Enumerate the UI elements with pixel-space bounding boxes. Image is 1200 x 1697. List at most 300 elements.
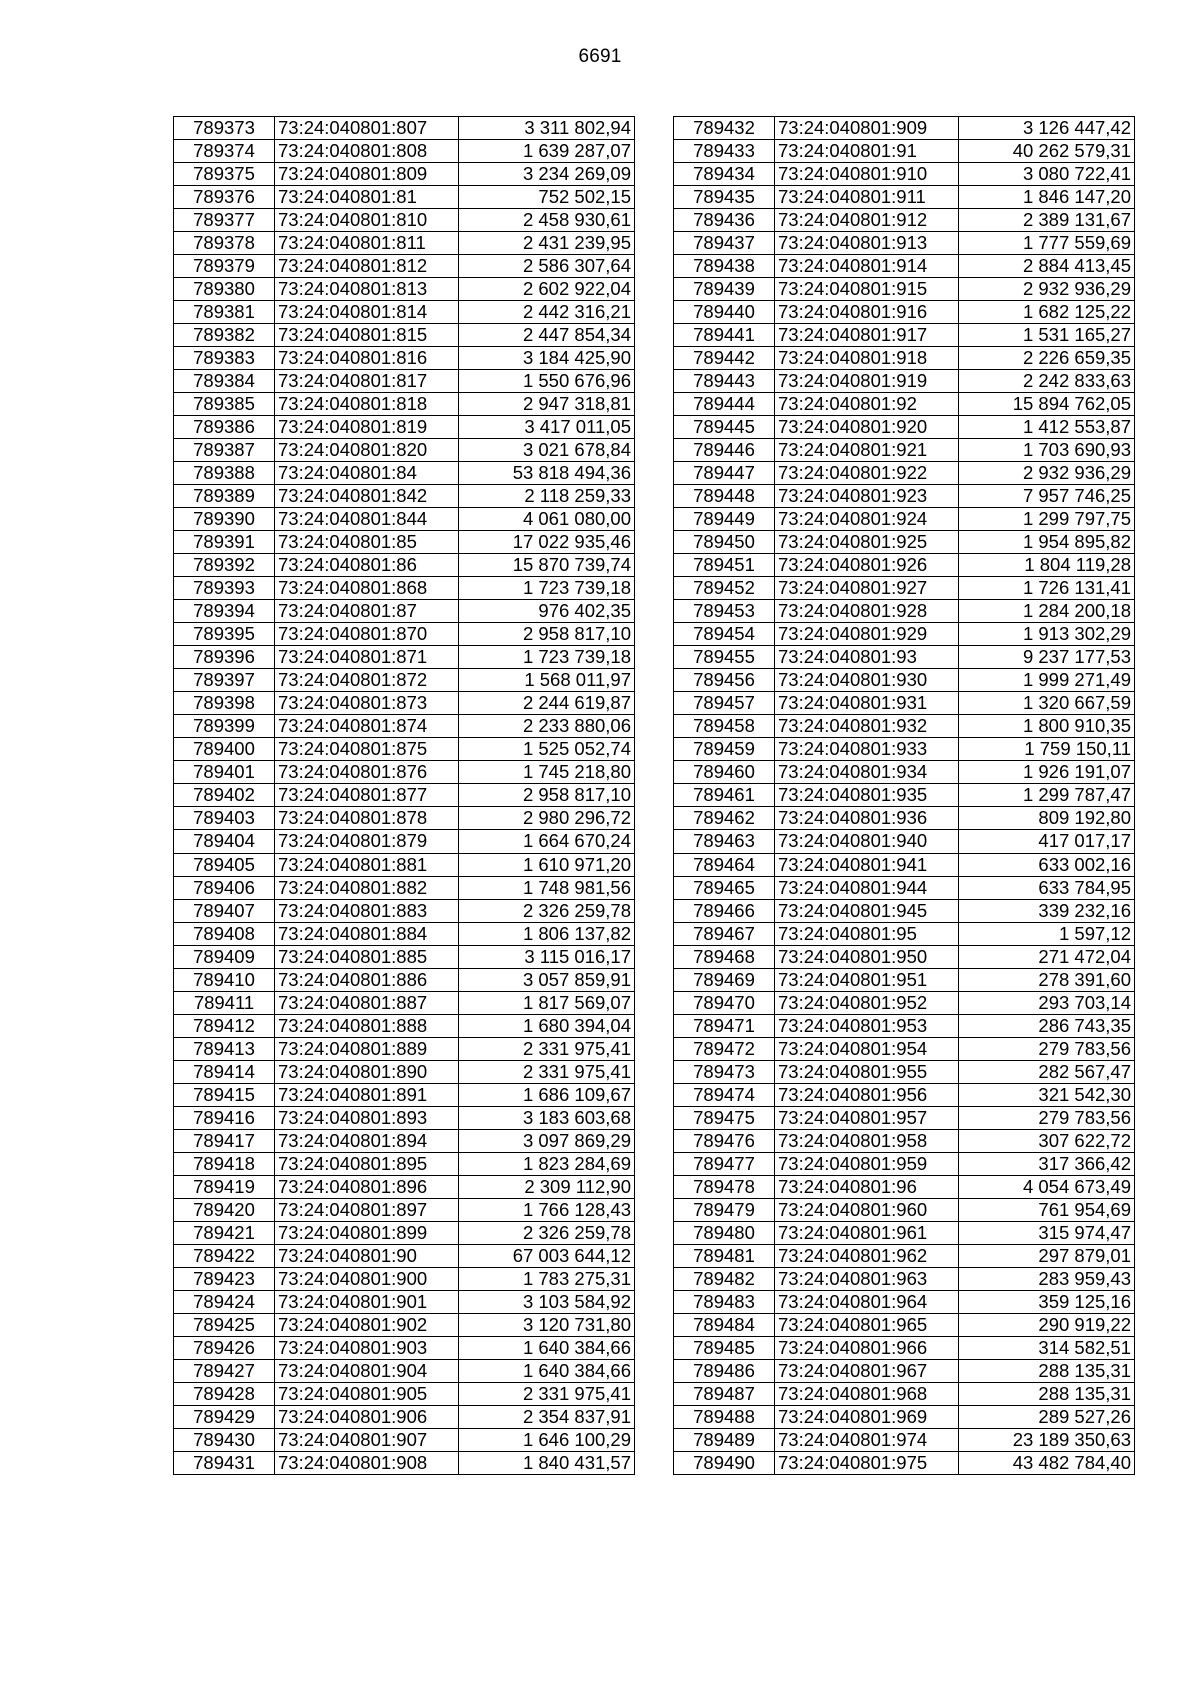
cadastral-number-cell: 73:24:040801:952	[775, 991, 959, 1014]
row-number-cell: 789442	[674, 347, 775, 370]
cadastral-number-cell: 73:24:040801:935	[775, 784, 959, 807]
value-cell: 3 417 011,05	[459, 416, 635, 439]
cadastral-number-cell: 73:24:040801:961	[775, 1221, 959, 1244]
cadastral-number-cell: 73:24:040801:945	[775, 899, 959, 922]
cadastral-number-cell: 73:24:040801:959	[775, 1152, 959, 1175]
cadastral-number-cell: 73:24:040801:889	[275, 1037, 459, 1060]
table-row	[674, 1129, 1135, 1152]
table-row	[674, 761, 1135, 784]
row-number-cell: 789448	[674, 485, 775, 508]
value-cell: 2 309 112,90	[459, 1175, 635, 1198]
cadastral-number-cell: 73:24:040801:944	[775, 876, 959, 899]
value-cell: 2 447 854,34	[459, 324, 635, 347]
cadastral-number-cell: 73:24:040801:875	[275, 738, 459, 761]
value-cell: 1 646 100,29	[459, 1428, 635, 1451]
row-number-cell: 789439	[674, 278, 775, 301]
value-cell: 633 002,16	[959, 853, 1135, 876]
value-cell: 2 980 296,72	[459, 807, 635, 830]
table-row	[174, 1175, 635, 1198]
row-number-cell: 789387	[174, 439, 275, 462]
value-cell: 9 237 177,53	[959, 646, 1135, 669]
table-row	[174, 416, 635, 439]
row-number-cell: 789474	[674, 1083, 775, 1106]
table-row	[174, 1037, 635, 1060]
row-number-cell: 789391	[174, 531, 275, 554]
value-cell: 1 726 131,41	[959, 577, 1135, 600]
cadastral-number-cell: 73:24:040801:917	[775, 324, 959, 347]
row-number-cell: 789488	[674, 1405, 775, 1428]
row-number-cell: 789470	[674, 991, 775, 1014]
row-number-cell: 789393	[174, 577, 275, 600]
row-number-cell: 789392	[174, 554, 275, 577]
table-row	[174, 945, 635, 968]
table-row	[674, 922, 1135, 945]
value-cell: 3 126 447,42	[959, 117, 1135, 140]
cadastral-number-cell: 73:24:040801:975	[775, 1451, 959, 1474]
row-number-cell: 789403	[174, 807, 275, 830]
value-cell: 761 954,69	[959, 1198, 1135, 1221]
cadastral-number-cell: 73:24:040801:897	[275, 1198, 459, 1221]
table-row	[174, 738, 635, 761]
row-number-cell: 789482	[674, 1267, 775, 1290]
value-cell: 2 958 817,10	[459, 784, 635, 807]
table-row	[674, 1267, 1135, 1290]
row-number-cell: 789384	[174, 370, 275, 393]
table-row	[674, 1037, 1135, 1060]
cadastral-number-cell: 73:24:040801:84	[275, 462, 459, 485]
value-cell: 1 597,12	[959, 922, 1135, 945]
table-row	[174, 899, 635, 922]
value-cell: 321 542,30	[959, 1083, 1135, 1106]
value-cell: 1 954 895,82	[959, 531, 1135, 554]
table-row	[174, 922, 635, 945]
table-row	[674, 186, 1135, 209]
row-number-cell: 789381	[174, 301, 275, 324]
cadastral-number-cell: 73:24:040801:92	[775, 393, 959, 416]
value-cell: 3 120 731,80	[459, 1313, 635, 1336]
value-cell: 1 999 271,49	[959, 669, 1135, 692]
row-number-cell: 789402	[174, 784, 275, 807]
cadastral-number-cell: 73:24:040801:933	[775, 738, 959, 761]
value-cell: 314 582,51	[959, 1336, 1135, 1359]
row-number-cell: 789467	[674, 922, 775, 945]
cadastral-number-cell: 73:24:040801:86	[275, 554, 459, 577]
value-cell: 23 189 350,63	[959, 1428, 1135, 1451]
value-cell: 1 800 910,35	[959, 715, 1135, 738]
cadastral-number-cell: 73:24:040801:921	[775, 439, 959, 462]
table-row	[174, 117, 635, 140]
row-number-cell: 789373	[174, 117, 275, 140]
row-number-cell: 789422	[174, 1244, 275, 1267]
row-number-cell: 789397	[174, 669, 275, 692]
value-cell: 40 262 579,31	[959, 140, 1135, 163]
cadastral-number-cell: 73:24:040801:812	[275, 255, 459, 278]
table-row	[674, 968, 1135, 991]
row-number-cell: 789452	[674, 577, 775, 600]
row-number-cell: 789414	[174, 1060, 275, 1083]
table-row	[174, 370, 635, 393]
value-cell: 2 442 316,21	[459, 301, 635, 324]
value-cell: 1 723 739,18	[459, 646, 635, 669]
value-cell: 1 686 109,67	[459, 1083, 635, 1106]
table-row	[674, 1336, 1135, 1359]
row-number-cell: 789426	[174, 1336, 275, 1359]
row-number-cell: 789425	[174, 1313, 275, 1336]
value-cell: 1 806 137,82	[459, 922, 635, 945]
cadastral-number-cell: 73:24:040801:85	[275, 531, 459, 554]
value-cell: 1 817 569,07	[459, 991, 635, 1014]
table-row	[174, 508, 635, 531]
cadastral-number-cell: 73:24:040801:811	[275, 232, 459, 255]
value-cell: 752 502,15	[459, 186, 635, 209]
cadastral-number-cell: 73:24:040801:807	[275, 117, 459, 140]
value-cell: 2 326 259,78	[459, 899, 635, 922]
value-cell: 2 389 131,67	[959, 209, 1135, 232]
table-row	[674, 1083, 1135, 1106]
row-number-cell: 789428	[174, 1382, 275, 1405]
row-number-cell: 789405	[174, 853, 275, 876]
row-number-cell: 789471	[674, 1014, 775, 1037]
value-cell: 1 550 676,96	[459, 370, 635, 393]
value-cell: 1 299 787,47	[959, 784, 1135, 807]
row-number-cell: 789390	[174, 508, 275, 531]
cadastral-number-cell: 73:24:040801:919	[775, 370, 959, 393]
table-row	[674, 462, 1135, 485]
value-cell: 17 022 935,46	[459, 531, 635, 554]
left-table-body	[174, 117, 635, 1475]
value-cell: 1 680 394,04	[459, 1014, 635, 1037]
table-row	[174, 1083, 635, 1106]
cadastral-number-cell: 73:24:040801:915	[775, 278, 959, 301]
value-cell: 2 226 659,35	[959, 347, 1135, 370]
row-number-cell: 789455	[674, 646, 775, 669]
table-row	[174, 1359, 635, 1382]
value-cell: 1 639 287,07	[459, 140, 635, 163]
cadastral-number-cell: 73:24:040801:903	[275, 1336, 459, 1359]
cadastral-number-cell: 73:24:040801:962	[775, 1244, 959, 1267]
row-number-cell: 789444	[674, 393, 775, 416]
row-number-cell: 789404	[174, 830, 275, 853]
table-row	[174, 1198, 635, 1221]
table-row	[174, 1451, 635, 1474]
table-row	[174, 784, 635, 807]
value-cell: 1 777 559,69	[959, 232, 1135, 255]
cadastral-number-cell: 73:24:040801:879	[275, 830, 459, 853]
row-number-cell: 789400	[174, 738, 275, 761]
row-number-cell: 789457	[674, 692, 775, 715]
cadastral-number-cell: 73:24:040801:964	[775, 1290, 959, 1313]
table-row	[674, 1244, 1135, 1267]
row-number-cell: 789380	[174, 278, 275, 301]
value-cell: 2 932 936,29	[959, 462, 1135, 485]
row-number-cell: 789438	[674, 255, 775, 278]
cadastral-number-cell: 73:24:040801:874	[275, 715, 459, 738]
row-number-cell: 789453	[674, 600, 775, 623]
value-cell: 1 745 218,80	[459, 761, 635, 784]
cadastral-number-cell: 73:24:040801:911	[775, 186, 959, 209]
row-number-cell: 789407	[174, 899, 275, 922]
cadastral-number-cell: 73:24:040801:87	[275, 600, 459, 623]
cadastral-number-cell: 73:24:040801:876	[275, 761, 459, 784]
cadastral-number-cell: 73:24:040801:954	[775, 1037, 959, 1060]
row-number-cell: 789466	[674, 899, 775, 922]
table-row	[674, 255, 1135, 278]
cadastral-number-cell: 73:24:040801:887	[275, 991, 459, 1014]
value-cell: 279 783,56	[959, 1037, 1135, 1060]
row-number-cell: 789398	[174, 692, 275, 715]
cadastral-number-cell: 73:24:040801:974	[775, 1428, 959, 1451]
row-number-cell: 789388	[174, 462, 275, 485]
value-cell: 339 232,16	[959, 899, 1135, 922]
cadastral-number-cell: 73:24:040801:884	[275, 922, 459, 945]
row-number-cell: 789480	[674, 1221, 775, 1244]
cadastral-number-cell: 73:24:040801:81	[275, 186, 459, 209]
row-number-cell: 789460	[674, 761, 775, 784]
table-row	[674, 623, 1135, 646]
row-number-cell: 789385	[174, 393, 275, 416]
left-data-table	[173, 116, 635, 1475]
row-number-cell: 789469	[674, 968, 775, 991]
cadastral-number-cell: 73:24:040801:816	[275, 347, 459, 370]
value-cell: 1 703 690,93	[959, 439, 1135, 462]
cadastral-number-cell: 73:24:040801:918	[775, 347, 959, 370]
value-cell: 3 183 603,68	[459, 1106, 635, 1129]
table-row	[674, 232, 1135, 255]
cadastral-number-cell: 73:24:040801:958	[775, 1129, 959, 1152]
row-number-cell: 789416	[174, 1106, 275, 1129]
value-cell: 2 354 837,91	[459, 1405, 635, 1428]
value-cell: 1 926 191,07	[959, 761, 1135, 784]
row-number-cell: 789401	[174, 761, 275, 784]
row-number-cell: 789432	[674, 117, 775, 140]
cadastral-number-cell: 73:24:040801:950	[775, 945, 959, 968]
table-row	[674, 324, 1135, 347]
row-number-cell: 789395	[174, 623, 275, 646]
value-cell: 288 135,31	[959, 1382, 1135, 1405]
row-number-cell: 789430	[174, 1428, 275, 1451]
table-row	[674, 876, 1135, 899]
value-cell: 1 412 553,87	[959, 416, 1135, 439]
row-number-cell: 789481	[674, 1244, 775, 1267]
table-row	[674, 1359, 1135, 1382]
table-row	[674, 1014, 1135, 1037]
cadastral-number-cell: 73:24:040801:815	[275, 324, 459, 347]
value-cell: 2 331 975,41	[459, 1060, 635, 1083]
table-row	[674, 784, 1135, 807]
row-number-cell: 789406	[174, 876, 275, 899]
cadastral-number-cell: 73:24:040801:910	[775, 163, 959, 186]
table-row	[174, 876, 635, 899]
table-row	[674, 1152, 1135, 1175]
row-number-cell: 789447	[674, 462, 775, 485]
table-row	[174, 807, 635, 830]
cadastral-number-cell: 73:24:040801:809	[275, 163, 459, 186]
table-row	[674, 301, 1135, 324]
table-row	[674, 1106, 1135, 1129]
row-number-cell: 789484	[674, 1313, 775, 1336]
table-row	[674, 669, 1135, 692]
table-row	[174, 1382, 635, 1405]
table-row	[174, 577, 635, 600]
value-cell: 2 431 239,95	[459, 232, 635, 255]
cadastral-number-cell: 73:24:040801:901	[275, 1290, 459, 1313]
value-cell: 1 284 200,18	[959, 600, 1135, 623]
table-row	[674, 1428, 1135, 1451]
cadastral-number-cell: 73:24:040801:893	[275, 1106, 459, 1129]
value-cell: 315 974,47	[959, 1221, 1135, 1244]
cadastral-number-cell: 73:24:040801:957	[775, 1106, 959, 1129]
right-table-body	[674, 117, 1135, 1475]
row-number-cell: 789435	[674, 186, 775, 209]
row-number-cell: 789431	[174, 1451, 275, 1474]
cadastral-number-cell: 73:24:040801:818	[275, 393, 459, 416]
cadastral-number-cell: 73:24:040801:930	[775, 669, 959, 692]
table-row	[674, 1451, 1135, 1474]
value-cell: 2 233 880,06	[459, 715, 635, 738]
value-cell: 1 299 797,75	[959, 508, 1135, 531]
cadastral-number-cell: 73:24:040801:813	[275, 278, 459, 301]
value-cell: 2 118 259,33	[459, 485, 635, 508]
table-row	[674, 485, 1135, 508]
table-row	[674, 416, 1135, 439]
row-number-cell: 789413	[174, 1037, 275, 1060]
row-number-cell: 789424	[174, 1290, 275, 1313]
cadastral-number-cell: 73:24:040801:904	[275, 1359, 459, 1382]
value-cell: 1 320 667,59	[959, 692, 1135, 715]
row-number-cell: 789490	[674, 1451, 775, 1474]
value-cell: 2 242 833,63	[959, 370, 1135, 393]
cadastral-number-cell: 73:24:040801:896	[275, 1175, 459, 1198]
cadastral-number-cell: 73:24:040801:940	[775, 830, 959, 853]
table-row	[174, 623, 635, 646]
cadastral-number-cell: 73:24:040801:922	[775, 462, 959, 485]
cadastral-number-cell: 73:24:040801:842	[275, 485, 459, 508]
cadastral-number-cell: 73:24:040801:895	[275, 1152, 459, 1175]
table-row	[674, 600, 1135, 623]
cadastral-number-cell: 73:24:040801:888	[275, 1014, 459, 1037]
value-cell: 2 884 413,45	[959, 255, 1135, 278]
value-cell: 297 879,01	[959, 1244, 1135, 1267]
row-number-cell: 789468	[674, 945, 775, 968]
table-row	[174, 1060, 635, 1083]
row-number-cell: 789417	[174, 1129, 275, 1152]
value-cell: 1 748 981,56	[459, 876, 635, 899]
value-cell: 289 527,26	[959, 1405, 1135, 1428]
row-number-cell: 789454	[674, 623, 775, 646]
value-cell: 2 458 930,61	[459, 209, 635, 232]
value-cell: 2 947 318,81	[459, 393, 635, 416]
row-number-cell: 789489	[674, 1428, 775, 1451]
cadastral-number-cell: 73:24:040801:890	[275, 1060, 459, 1083]
table-row	[174, 278, 635, 301]
cadastral-number-cell: 73:24:040801:932	[775, 715, 959, 738]
row-number-cell: 789451	[674, 554, 775, 577]
row-number-cell: 789415	[174, 1083, 275, 1106]
table-row	[674, 577, 1135, 600]
value-cell: 1 804 119,28	[959, 554, 1135, 577]
value-cell: 1 525 052,74	[459, 738, 635, 761]
cadastral-number-cell: 73:24:040801:808	[275, 140, 459, 163]
cadastral-number-cell: 73:24:040801:899	[275, 1221, 459, 1244]
table-row	[674, 1060, 1135, 1083]
table-row	[174, 462, 635, 485]
table-row	[674, 738, 1135, 761]
table-row	[674, 140, 1135, 163]
table-row	[174, 301, 635, 324]
cadastral-number-cell: 73:24:040801:923	[775, 485, 959, 508]
row-number-cell: 789440	[674, 301, 775, 324]
table-row	[674, 830, 1135, 853]
row-number-cell: 789382	[174, 324, 275, 347]
value-cell: 3 021 678,84	[459, 439, 635, 462]
row-number-cell: 789376	[174, 186, 275, 209]
row-number-cell: 789465	[674, 876, 775, 899]
table-row	[674, 554, 1135, 577]
value-cell: 1 664 670,24	[459, 830, 635, 853]
value-cell: 2 331 975,41	[459, 1037, 635, 1060]
row-number-cell: 789443	[674, 370, 775, 393]
row-number-cell: 789441	[674, 324, 775, 347]
value-cell: 4 061 080,00	[459, 508, 635, 531]
cadastral-number-cell: 73:24:040801:934	[775, 761, 959, 784]
row-number-cell: 789408	[174, 922, 275, 945]
value-cell: 7 957 746,25	[959, 485, 1135, 508]
value-cell: 283 959,43	[959, 1267, 1135, 1290]
value-cell: 290 919,22	[959, 1313, 1135, 1336]
row-number-cell: 789379	[174, 255, 275, 278]
cadastral-number-cell: 73:24:040801:91	[775, 140, 959, 163]
page-number: 6691	[578, 46, 622, 67]
table-row	[674, 853, 1135, 876]
value-cell: 976 402,35	[459, 600, 635, 623]
row-number-cell: 789463	[674, 830, 775, 853]
row-number-cell: 789436	[674, 209, 775, 232]
value-cell: 1 682 125,22	[959, 301, 1135, 324]
cadastral-number-cell: 73:24:040801:878	[275, 807, 459, 830]
table-row	[674, 347, 1135, 370]
row-number-cell: 789478	[674, 1175, 775, 1198]
table-row	[674, 1382, 1135, 1405]
row-number-cell: 789473	[674, 1060, 775, 1083]
table-row	[174, 715, 635, 738]
table-row	[674, 991, 1135, 1014]
cadastral-number-cell: 73:24:040801:968	[775, 1382, 959, 1405]
cadastral-number-cell: 73:24:040801:820	[275, 439, 459, 462]
value-cell: 1 531 165,27	[959, 324, 1135, 347]
row-number-cell: 789374	[174, 140, 275, 163]
value-cell: 1 840 431,57	[459, 1451, 635, 1474]
table-row	[174, 968, 635, 991]
row-number-cell: 789423	[174, 1267, 275, 1290]
row-number-cell: 789458	[674, 715, 775, 738]
cadastral-number-cell: 73:24:040801:819	[275, 416, 459, 439]
row-number-cell: 789418	[174, 1152, 275, 1175]
cadastral-number-cell: 73:24:040801:966	[775, 1336, 959, 1359]
table-row	[174, 347, 635, 370]
table-row	[674, 393, 1135, 416]
cadastral-number-cell: 73:24:040801:881	[275, 853, 459, 876]
table-row	[674, 945, 1135, 968]
value-cell: 359 125,16	[959, 1290, 1135, 1313]
value-cell: 3 234 269,09	[459, 163, 635, 186]
row-number-cell: 789449	[674, 508, 775, 531]
value-cell: 282 567,47	[959, 1060, 1135, 1083]
cadastral-number-cell: 73:24:040801:900	[275, 1267, 459, 1290]
value-cell: 2 586 307,64	[459, 255, 635, 278]
cadastral-number-cell: 73:24:040801:93	[775, 646, 959, 669]
cadastral-number-cell: 73:24:040801:967	[775, 1359, 959, 1382]
cadastral-number-cell: 73:24:040801:882	[275, 876, 459, 899]
